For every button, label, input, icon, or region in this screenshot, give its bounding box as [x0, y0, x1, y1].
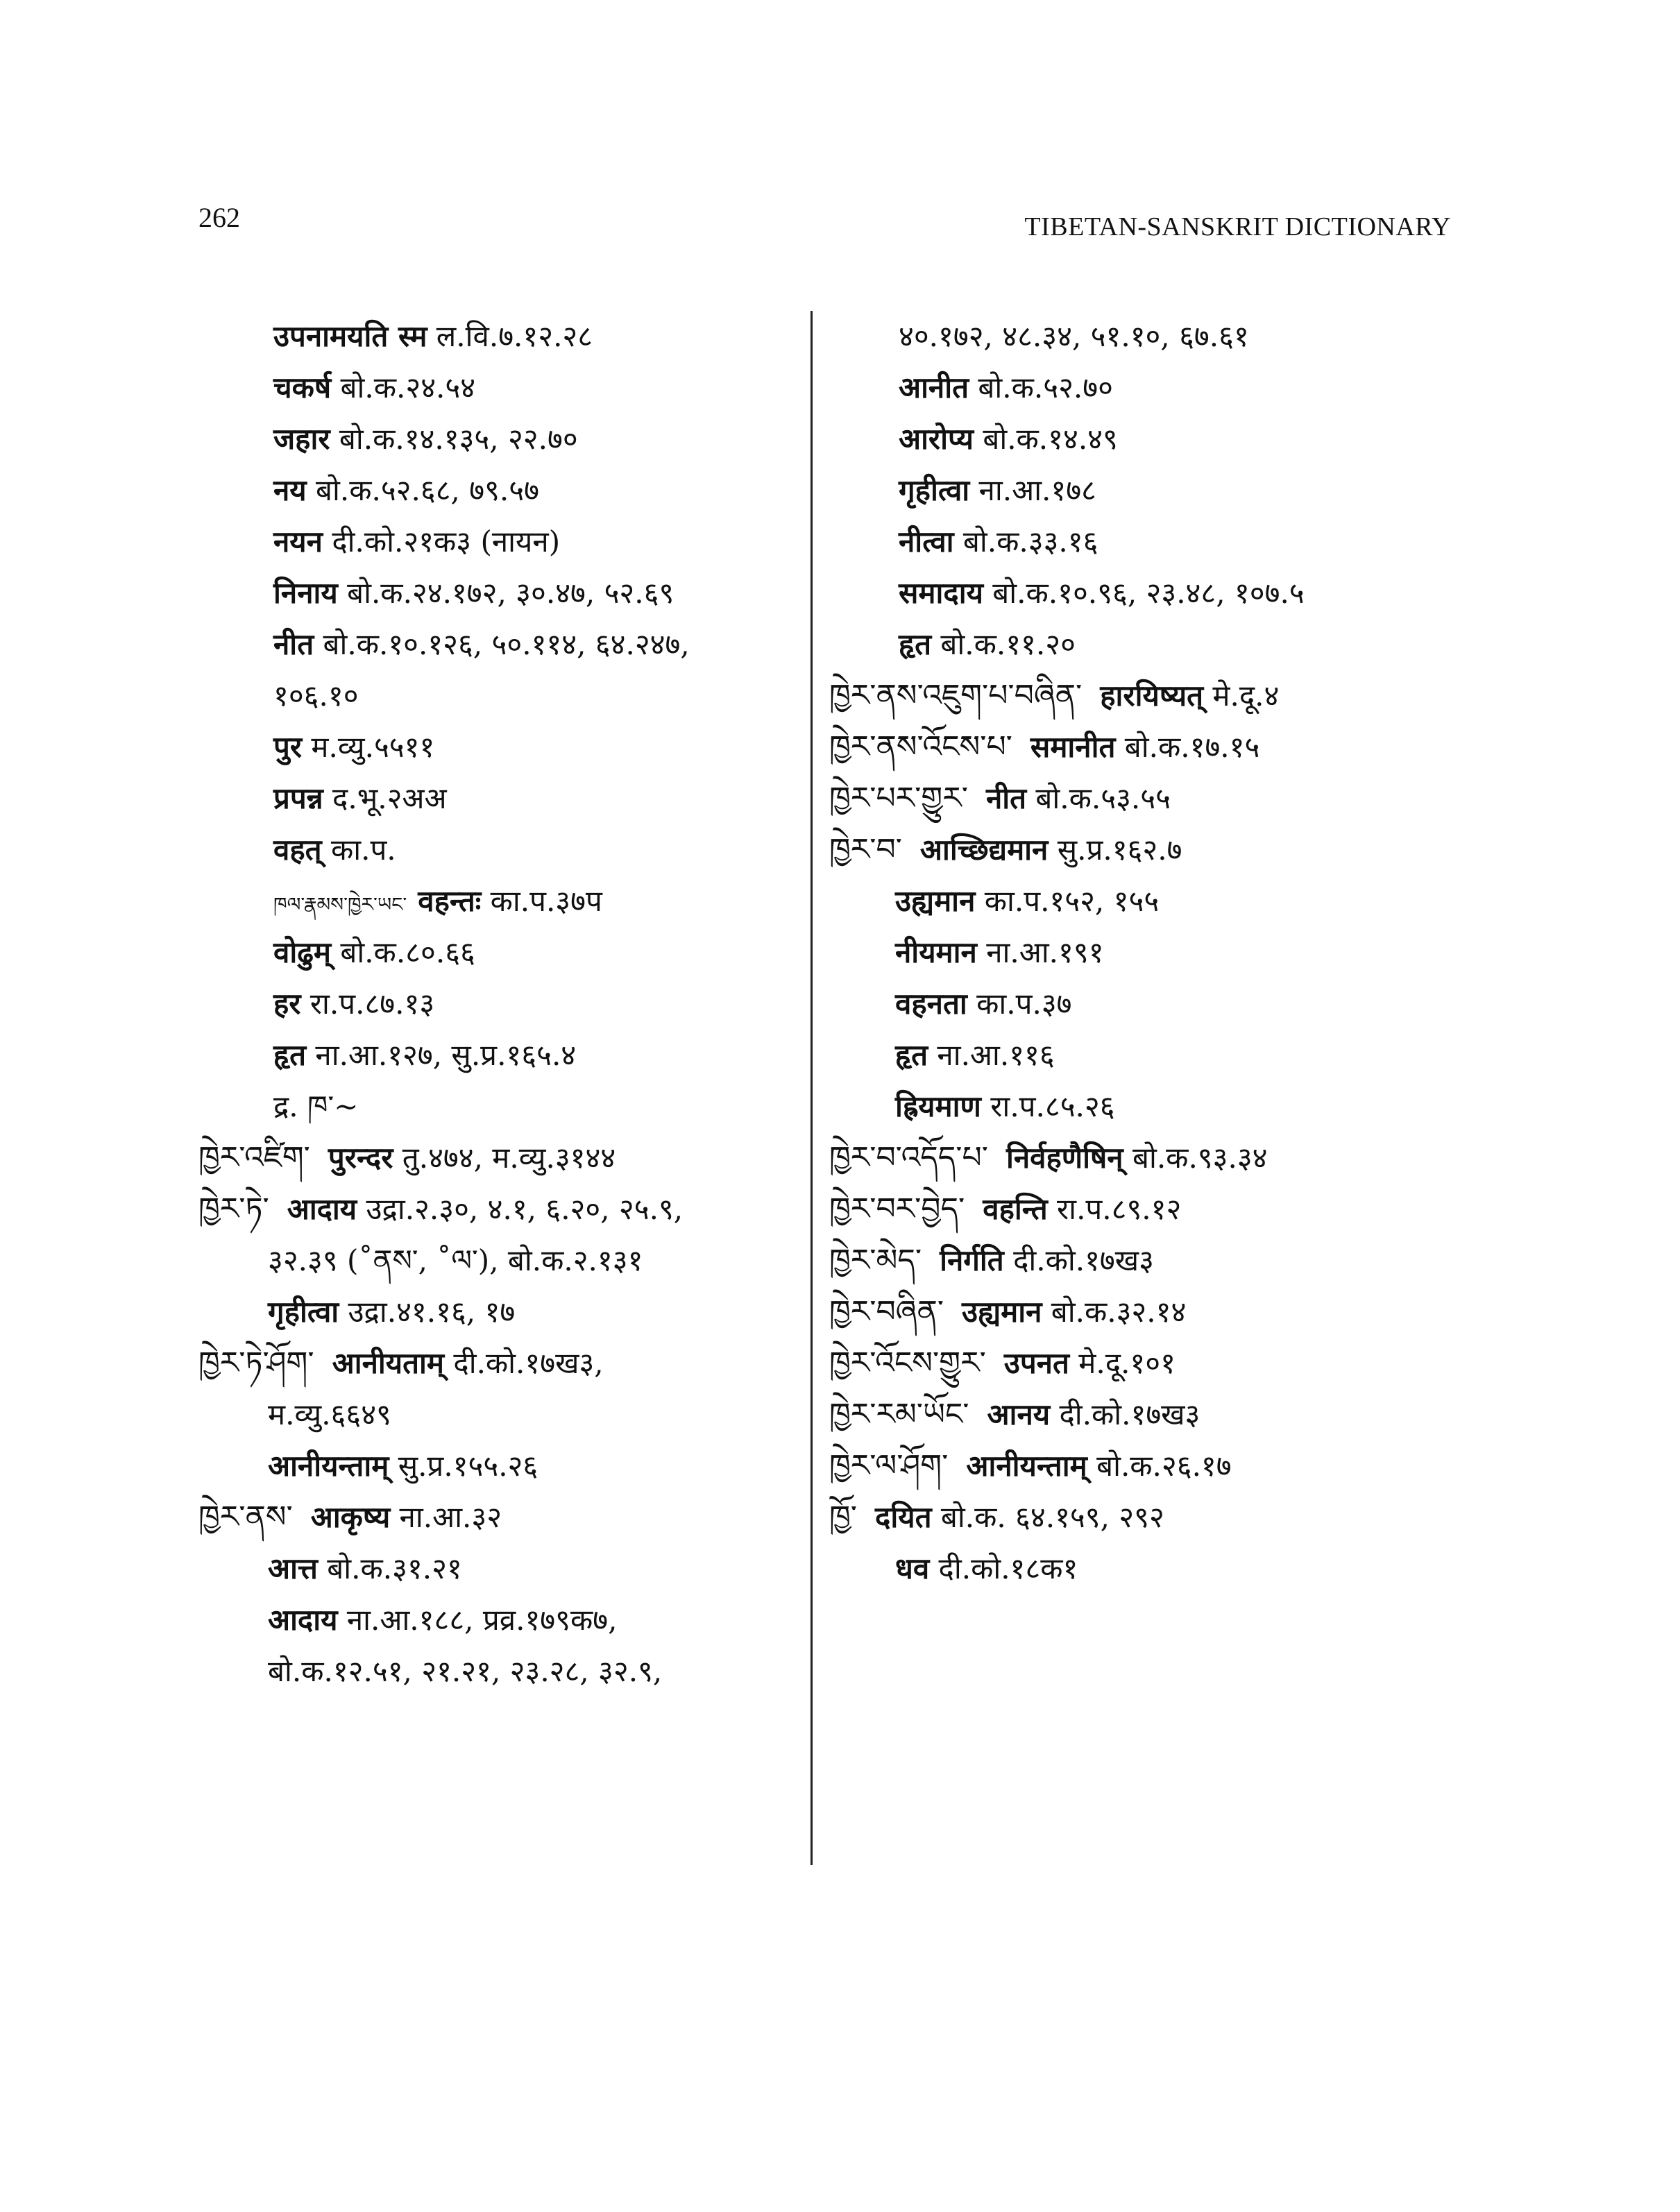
entry-line: [198, 1389, 809, 1440]
entry-line: [829, 1440, 1482, 1492]
source-reference: ना.आ.१८८, प्रव्र.१७९क७,: [337, 1603, 618, 1637]
right-column: [829, 311, 1482, 1594]
source-reference: रा.प.८५.२६: [981, 1089, 1115, 1123]
entry-line: [198, 619, 809, 670]
entry-line: [198, 465, 809, 516]
entry-line: [198, 824, 809, 876]
sanskrit-equivalent: समानीत: [1030, 730, 1116, 764]
sanskrit-equivalent: हृत: [273, 1038, 307, 1072]
sanskrit-equivalent: आदाय: [287, 1192, 357, 1226]
sanskrit-equivalent: उह्यमान: [962, 1295, 1042, 1329]
entry-line: [829, 1081, 1482, 1132]
sanskrit-equivalent: आनय: [987, 1397, 1051, 1431]
sanskrit-equivalent: वहत्: [273, 833, 322, 867]
source-reference: मे.दू.१०१: [1069, 1346, 1176, 1380]
source-reference: बो.क.३२.१४: [1042, 1295, 1187, 1329]
sanskrit-equivalent: आनीयन्ताम्: [268, 1449, 389, 1483]
source-reference: का.प.३७प: [481, 884, 602, 918]
source-reference: बो.क.२६.१७: [1087, 1449, 1232, 1483]
entry-line: [829, 1184, 1482, 1235]
source-reference: ल.वि.७.१२.२८: [427, 319, 593, 353]
sanskrit-equivalent: निनाय: [273, 576, 338, 610]
sanskrit-equivalent: हारयिष्यत्: [1100, 679, 1204, 713]
entry-line: [829, 1543, 1482, 1594]
tibetan-headword: ཁྱེར་མེད་: [829, 1243, 922, 1278]
source-reference: दी.को.१७ख३: [1050, 1397, 1200, 1431]
entry-line: [829, 1132, 1482, 1184]
source-reference: का.प.१५२, १५५: [975, 884, 1160, 918]
entry-line: [829, 516, 1482, 568]
tibetan-headword: ཁྱེར་ཏེ་ཤོག་: [198, 1345, 314, 1381]
source-reference: सु.प्र.१५५.२६: [389, 1449, 538, 1483]
source-reference: का.प.: [321, 833, 396, 867]
entry-line: [829, 619, 1482, 670]
sanskrit-equivalent: उपनत: [1003, 1346, 1069, 1380]
tibetan-headword: ཁྱེར་བ་འདོད་པ་: [829, 1140, 988, 1175]
source-reference: तु.४७४, म.व्यु.३१४४: [393, 1141, 616, 1175]
sanskrit-equivalent: हर: [273, 987, 301, 1021]
entry-line: [198, 1440, 809, 1492]
source-reference: ना.आ.१९१: [976, 935, 1104, 969]
sanskrit-equivalent: उपनामयति स्म: [273, 319, 427, 353]
entry-line: [829, 465, 1482, 516]
source-reference: द.भू.२अअ: [323, 781, 447, 815]
entry-line: [829, 362, 1482, 414]
sanskrit-equivalent: जहार: [273, 422, 330, 456]
entry-line: [198, 876, 809, 927]
sanskrit-equivalent: नयन: [273, 525, 323, 559]
entry-line: [198, 568, 809, 619]
entry-line: [829, 824, 1482, 876]
entry-line: [198, 1286, 809, 1338]
source-reference: उद्रा.४१.१६, १७: [339, 1295, 516, 1329]
sanskrit-equivalent: वहनता: [895, 987, 967, 1021]
sanskrit-equivalent: समादाय: [899, 576, 983, 610]
source-reference: बो.क.१२.५१, २१.२१, २३.२८, ३२.९,: [268, 1654, 663, 1688]
sanskrit-equivalent: आनीत: [899, 371, 969, 405]
source-reference: १०६.१०: [273, 679, 359, 713]
tibetan-headword: ཁྱེར་བ་: [829, 832, 902, 867]
entry-line: [198, 1646, 809, 1697]
source-reference: दी.को.१८क१: [929, 1551, 1078, 1585]
sanskrit-equivalent: प्रपन्न: [273, 781, 323, 815]
sanskrit-equivalent: आत्त: [268, 1551, 318, 1585]
source-reference: बो.क.२४.१७२, ३०.४७, ५२.६९: [337, 576, 674, 610]
sanskrit-equivalent: पुरन्दर: [328, 1141, 393, 1175]
sanskrit-equivalent: आनीयताम्: [332, 1346, 445, 1380]
source-reference: बो.क.५२.७०: [969, 371, 1113, 405]
sanskrit-equivalent: वोढुम्: [273, 935, 331, 969]
entry-line: [829, 773, 1482, 824]
sanskrit-equivalent: हृत: [899, 627, 932, 661]
sanskrit-equivalent: नीत: [985, 781, 1027, 815]
sanskrit-equivalent: नय: [273, 473, 307, 507]
source-reference: का.प.३७: [967, 987, 1072, 1021]
source-reference: दी.को.१७ख३: [1003, 1243, 1154, 1277]
column-divider: [811, 311, 813, 1865]
tibetan-headword: ཁྱེར་འོངས་གྱུར་: [829, 1345, 986, 1381]
sanskrit-equivalent: आरोप्य: [899, 422, 974, 456]
entry-line: [829, 568, 1482, 619]
entry-line: [829, 311, 1482, 362]
sanskrit-equivalent: आच्छिद्यमान: [919, 833, 1049, 867]
entry-line: [829, 722, 1482, 773]
tibetan-headword: ཁྱེར་རམ་ཡོང་: [829, 1397, 969, 1432]
source-reference: रा.प.८७.१३: [300, 987, 435, 1021]
tibetan-headword: ཁྱེར་བཞིན་: [829, 1294, 944, 1329]
source-reference: बो.क.९३.३४: [1123, 1141, 1268, 1175]
source-reference: म.व्यु.५५११: [302, 730, 435, 764]
entry-line: [198, 311, 809, 362]
entry-line: [198, 1030, 809, 1081]
entry-line: [198, 927, 809, 978]
source-reference: बो.क.५३.५५: [1026, 781, 1171, 815]
sanskrit-equivalent: ह्रियमाण: [895, 1089, 981, 1123]
source-reference: बो.क.५२.६८, ७९.५७: [306, 473, 539, 507]
entry-line: [198, 1594, 809, 1646]
entry-line: [198, 773, 809, 824]
source-reference: बो.क.१०.९६, २३.४८, १०७.५: [983, 576, 1305, 610]
entry-line: [198, 1184, 809, 1235]
tibetan-headword: ཁྱེར་ནས་: [198, 1499, 293, 1535]
entry-line: [198, 1338, 809, 1389]
sanskrit-equivalent: निर्गति: [940, 1243, 1004, 1277]
entry-line: [829, 978, 1482, 1030]
source-reference: बो.क.३१.२१: [317, 1551, 462, 1585]
source-reference: रा.प.८९.१२: [1047, 1192, 1182, 1226]
tibetan-headword: ཁྱེར་འཛིག་: [198, 1140, 310, 1175]
entry-line: [198, 414, 809, 465]
running-title: TIBETAN-SANSKRIT DICTIONARY: [1024, 212, 1451, 241]
source-reference: बो.क.१४.४९: [973, 422, 1118, 456]
source-reference: ना.आ.३२: [390, 1500, 502, 1534]
entry-line: [829, 1389, 1482, 1440]
source-reference: ना.आ.१२७, सु.प्र.१६५.४: [306, 1038, 577, 1072]
entry-line: [198, 1132, 809, 1184]
sanskrit-equivalent: हृत: [895, 1038, 928, 1072]
sanskrit-equivalent: आनीयन्ताम्: [966, 1449, 1087, 1483]
sanskrit-equivalent: निर्वहणैषिन्: [1006, 1141, 1123, 1175]
tibetan-headword: ཁྱེར་ནས་འཇུག་པ་བཞིན་: [829, 678, 1083, 713]
sanskrit-equivalent: नीत: [273, 627, 314, 661]
entry-line: [198, 670, 809, 722]
source-reference: दी.को.१७ख३,: [444, 1346, 604, 1380]
entry-line: [198, 1235, 809, 1286]
sanskrit-equivalent: आकृष्य: [310, 1500, 391, 1534]
entry-line: [198, 1543, 809, 1594]
source-reference: द्र. ཁ་~: [273, 1089, 359, 1123]
entry-line: [829, 876, 1482, 927]
sanskrit-equivalent: गृहीत्वा: [268, 1295, 339, 1329]
sanskrit-equivalent: गृहीत्वा: [899, 473, 970, 507]
sanskrit-equivalent: वहन्ति: [983, 1192, 1048, 1226]
sanskrit-equivalent: चकर्ष: [273, 371, 332, 405]
sanskrit-equivalent: आदाय: [268, 1603, 338, 1637]
source-reference: ३२.३९ (˚ནས་, ˚ལ་), बो.क.२.१३१: [268, 1243, 643, 1277]
tibetan-headword: ཁྱེར་བར་བྱེད་: [829, 1191, 965, 1227]
source-reference: बो.क.८०.६६: [331, 935, 475, 969]
entry-line: [829, 1338, 1482, 1389]
source-reference: मे.दू.४: [1203, 679, 1280, 713]
source-reference: उद्रा.२.३०, ४.१, ६.२०, २५.९,: [357, 1192, 684, 1226]
left-column: [198, 311, 809, 1697]
entry-line: [198, 1081, 809, 1132]
source-reference: दी.को.२१क३ (नायन): [322, 525, 561, 559]
entry-line: [198, 1492, 809, 1543]
source-reference: म.व्यु.६६४९: [268, 1397, 391, 1431]
entry-line: [829, 1235, 1482, 1286]
entry-line: [829, 1492, 1482, 1543]
tibetan-headword: ཁལ་རྣམས་ཁྱེར་ཡང་: [273, 893, 407, 916]
source-reference: ना.आ.११६: [928, 1038, 1055, 1072]
tibetan-headword: ཁྱེར་པར་གྱུར་: [829, 781, 968, 816]
tibetan-headword: ཁྱེར་ནས་འོངས་པ་: [829, 729, 1012, 765]
source-reference: बो.क. ६४.१५९, २९२: [931, 1500, 1164, 1534]
sanskrit-equivalent: उह्यमान: [895, 884, 976, 918]
entry-line: [829, 670, 1482, 722]
source-reference: बो.क.१०.१२६, ५०.११४, ६४.२४७,: [314, 627, 690, 661]
entry-line: [829, 1030, 1482, 1081]
entry-line: [198, 722, 809, 773]
source-reference: बो.क.३३.१६: [953, 525, 1098, 559]
sanskrit-equivalent: दयित: [875, 1500, 932, 1534]
source-reference: सु.प्र.१६२.७: [1048, 833, 1182, 867]
source-reference: ना.आ.१७८: [969, 473, 1096, 507]
entry-line: [198, 516, 809, 568]
sanskrit-equivalent: धव: [895, 1551, 930, 1585]
tibetan-headword: ཁྱེར་ལ་ཤོག་: [829, 1448, 949, 1483]
sanskrit-equivalent: पुर: [273, 730, 303, 764]
entry-line: [198, 978, 809, 1030]
entry-line: [829, 414, 1482, 465]
source-reference: बो.क.१७.१५: [1115, 730, 1260, 764]
entry-line: [829, 1286, 1482, 1338]
page-number: 262: [198, 202, 240, 233]
sanskrit-equivalent: वहन्तः: [418, 884, 482, 918]
source-reference: बो.क.१४.१३५, २२.७०: [330, 422, 578, 456]
sanskrit-equivalent: नीयमान: [895, 935, 977, 969]
entry-line: [198, 362, 809, 414]
sanskrit-equivalent: नीत्वा: [899, 525, 954, 559]
tibetan-headword: ཁྱེར་ཏེ་: [198, 1191, 269, 1227]
entry-line: [829, 927, 1482, 978]
tibetan-headword: ཁྱོ་: [829, 1499, 858, 1535]
source-reference: ४०.१७२, ४८.३४, ५१.१०, ६७.६१: [899, 319, 1249, 353]
source-reference: बो.क.११.२०: [931, 627, 1076, 661]
source-reference: बो.क.२४.५४: [331, 371, 476, 405]
